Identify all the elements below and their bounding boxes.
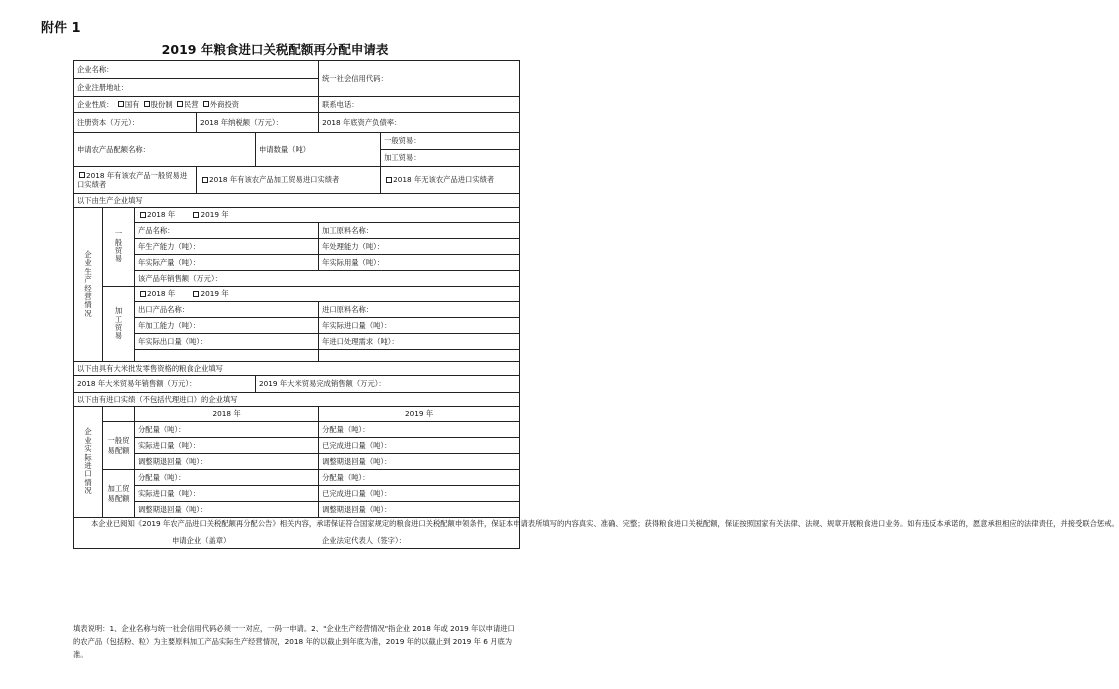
import-general-return-2019[interactable]: 调整期退回量（吨）： [319,454,520,470]
import-general-allocation-2019[interactable]: 分配量（吨）： [319,422,520,438]
reg-address-field[interactable]: 企业注册地址： [74,79,319,97]
prod-processing-label: 加工贸易 [103,287,135,362]
row-capital [74,113,520,133]
company-nature-field [74,97,319,113]
row-rice-section [74,362,520,376]
row-import-processing-3 [74,502,520,518]
nature-joint-stock-label: 股份制 [150,99,173,109]
row-import-general-3 [74,454,520,470]
holder-processing-checkbox[interactable] [202,177,208,183]
application-form-table [73,60,1119,549]
prod-general-2018-label: 2018 年 [147,210,176,220]
actual-export-input[interactable]: 年实际出口量（吨）： [135,334,319,350]
row-prod-processing-years [74,287,520,302]
actual-import-input[interactable]: 年实际进口量（吨）： [319,318,520,334]
commitment-block [74,518,1119,549]
import-year-2019-header: 2019 年 [319,407,520,422]
import-processing-label: 加工贸易配额 [103,470,135,518]
legal-rep-signature-label: 企业法定代表人（签字）： [322,536,406,546]
prod-processing-2019-label: 2019 年 [200,289,229,299]
row-commitment [74,518,520,549]
prod-processing-blank-right[interactable] [319,350,520,362]
tax-2018-field[interactable]: 2018 年纳税额（万元）： [197,113,319,133]
import-general-completed-2019[interactable]: 已完成进口量（吨）： [319,438,520,454]
rice-sales-2018-input[interactable]: 2018 年大米贸易年销售额（万元）： [74,376,256,393]
product-name-input[interactable]: 产品名称： [135,223,319,239]
prod-general-2019-label: 2019 年 [200,210,229,220]
applicant-seal-label: 申请企业（盖章） [172,536,231,546]
row-nature [74,97,520,113]
prod-processing-2019-checkbox[interactable] [193,291,199,297]
row-company-name [74,61,520,79]
signature-line [77,536,516,545]
row-product-general [74,133,520,150]
import-year-2018-header: 2018 年 [135,407,319,422]
import-section-heading: 以下由有进口实绩（不包括代理进口）的企业填写 [74,393,520,407]
export-product-name-input[interactable]: 出口产品名称： [135,302,319,318]
processing-capacity-input[interactable]: 年处理能力（吨）： [319,239,520,255]
credit-code-field[interactable]: 统一社会信用代码： [319,61,520,97]
row-import-section [74,393,520,407]
prod-processing-2018-checkbox[interactable] [140,291,146,297]
prod-general-2018-checkbox[interactable] [140,212,146,218]
nature-foreign-checkbox[interactable] [203,101,209,107]
capital-field[interactable]: 注册资本（万元）： [74,113,197,133]
import-processing-actual-2018[interactable]: 实际进口量（吨）： [135,486,319,502]
general-trade-field[interactable]: 一般贸易： [381,133,520,150]
annual-sales-input[interactable]: 该产品年销售额（万元）： [135,271,520,287]
actual-output-input[interactable]: 年实际产量（吨）： [135,255,319,271]
row-prod-general-4 [74,271,520,287]
row-prod-general-1 [74,223,520,239]
annual-processing-volume-input[interactable]: 年加工能力（吨）： [135,318,319,334]
row-prod-general-years [74,208,520,223]
row-import-processing-2 [74,486,520,502]
import-year-corner [103,407,135,422]
row-import-processing-1 [74,470,520,486]
commitment-text: 本企业已阅知《2019 年农产品进口关税配额再分配公告》相关内容，承诺保证符合国家规定的粮食进口关税配额申领条件，保证本申请表所填写的内容真实、准确、完整；获得粮食进口关税配额，保证按照国家有关法律、法规、规章开展粮食进口业务。如有违反本承诺的，愿意承担相应的法律责任，并接受联合惩戒。 [91,519,1119,528]
nature-state-checkbox[interactable] [118,101,124,107]
row-import-general-2 [74,438,520,454]
row-prod-general-2 [74,239,520,255]
row-import-years [74,407,520,422]
prod-general-year-select [135,208,520,223]
import-raw-name-input[interactable]: 进口原料名称： [319,302,520,318]
holder-general-label: 2018 年有该农产品一般贸易进口实绩者 [77,170,188,189]
import-general-return-2018[interactable]: 调整期退回量（吨）： [135,454,319,470]
phone-field[interactable]: 联系电话： [319,97,520,113]
annual-capacity-input[interactable]: 年生产能力（吨）： [135,239,319,255]
form-title: 2019 年粮食进口关税配额再分配申请表 [161,42,389,57]
holder-general [74,167,197,194]
row-import-general-1 [74,422,520,438]
quantity-label: 申请数量（吨） [256,133,381,167]
actual-usage-input[interactable]: 年实际用量（吨）： [319,255,520,271]
nature-foreign-label: 外商投资 [209,99,240,109]
rice-sales-2019-input[interactable]: 2019 年大米贸易完成销售额（万元）： [256,376,520,393]
nature-state-label: 国有 [124,99,140,109]
company-name-field[interactable]: 企业名称： [74,61,319,79]
row-prod-processing-3 [74,334,520,350]
production-section-heading: 以下由生产企业填写 [74,194,520,208]
import-general-allocation-2018[interactable]: 分配量（吨）： [135,422,319,438]
import-processing-return-2019[interactable]: 调整期退回量（吨）： [319,502,520,518]
holder-processing [197,167,381,194]
nature-joint-stock-checkbox[interactable] [144,101,150,107]
company-nature-label: 企业性质： [77,99,114,109]
import-processing-allocation-2018[interactable]: 分配量（吨）： [135,470,319,486]
holder-none-label: 2018 年无该农产品进口实绩者 [393,175,495,185]
import-processing-allocation-2019[interactable]: 分配量（吨）： [319,470,520,486]
row-prod-processing-2 [74,318,520,334]
raw-material-name-input[interactable]: 加工原料名称： [319,223,520,239]
row-prod-processing-1 [74,302,520,318]
import-processing-return-2018[interactable]: 调整期退回量（吨）： [135,502,319,518]
processing-trade-field[interactable]: 加工贸易： [381,150,520,167]
row-prod-general-3 [74,255,520,271]
row-holders [74,167,520,194]
row-rice-sales [74,376,520,393]
import-general-actual-2018[interactable]: 实际进口量（吨）： [135,438,319,454]
nature-private-checkbox[interactable] [177,101,183,107]
nature-private-label: 民营 [183,99,199,109]
import-demand-input[interactable]: 年进口处理需求（吨）： [319,334,520,350]
product-name-field[interactable]: 申请农产品配额名称： [74,133,256,167]
rice-section-heading: 以下由具有大米批发零售资格的粮食企业填写 [74,362,520,376]
attachment-label: 附件 1 [41,21,81,36]
row-production-section [74,194,520,208]
import-general-label: 一般贸易配额 [103,422,135,470]
form-notes: 填表说明：1、企业名称与统一社会信用代码必须一一对应，一码一申请。2、"企业生产经营情况"指企业 2018 年或 2019 年以申请进口的农产品（包括粉、粒）为主要原料加工产品实际生产经营情况，2018 年的以截止到年底为准，2019 年的以截止到 2019 年 6 月底为准。 [73,624,515,659]
import-group-label: 企业实际进口情况 [74,407,103,518]
import-processing-completed-2019[interactable]: 已完成进口量（吨）： [319,486,520,502]
row-prod-processing-blank [74,350,520,362]
prod-processing-year-select [135,287,520,302]
holder-none [381,167,520,194]
production-group-label: 企业生产经营情况 [74,208,103,362]
holder-processing-label: 2018 年有该农产品加工贸易进口实绩者 [209,175,340,185]
prod-processing-2018-label: 2018 年 [147,289,176,299]
liability-2018-field[interactable]: 2018 年底资产负债率： [319,113,520,133]
prod-general-2019-checkbox[interactable] [193,212,199,218]
prod-processing-blank-left[interactable] [135,350,319,362]
prod-general-label: 一般贸易 [103,208,135,287]
holder-none-checkbox[interactable] [386,177,392,183]
holder-general-checkbox[interactable] [79,172,85,178]
